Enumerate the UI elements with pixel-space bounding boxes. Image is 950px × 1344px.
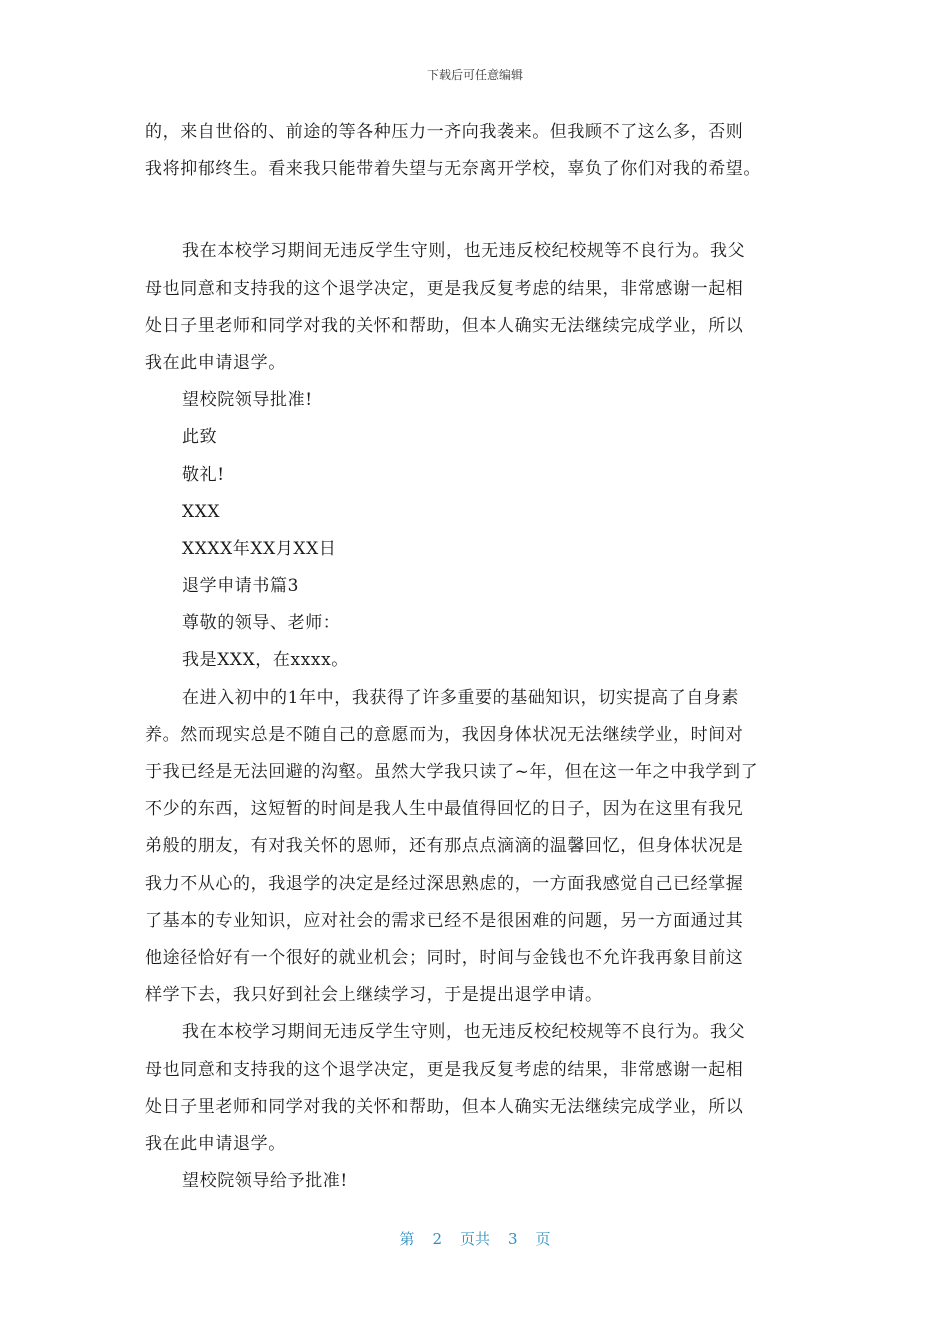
document-body: [145, 114, 810, 1200]
body-line: 不少的东西，这短暂的时间是我人生中最值得回忆的日子，因为在这里有我兄: [145, 799, 744, 820]
body-line: 了基本的专业知识，应对社会的需求已经不是很困难的问题，另一方面通过其: [145, 910, 744, 931]
signature-name: XXX: [182, 501, 221, 522]
body-line: 养。然而现实总是不随自己的意愿而为，我因身体状况无法继续学业，时间对: [145, 724, 744, 745]
body-line: 的，来自世俗的、前途的等各种压力一齐向我袭来。但我顾不了这么多，否则: [145, 122, 744, 142]
current-page-number: 2: [432, 1230, 442, 1248]
section-title: 退学申请书篇3: [182, 576, 300, 597]
signature-date: XXXX年XX月XX日: [182, 538, 337, 559]
page-header: 下载后可任意编辑: [426, 68, 523, 82]
page-number-footer: [0, 1228, 950, 1250]
body-line: 我是XXX，在xxxx。: [182, 650, 349, 671]
body-line: 样学下去，我只好到社会上继续学习，于是提出退学申请。: [145, 985, 603, 1006]
body-line: 母也同意和支持我的这个退学决定，更是我反复考虑的结果，非常感谢一起相: [145, 1059, 744, 1080]
page-label-prefix: 第: [399, 1230, 415, 1248]
body-line: 望校院领导批准!: [182, 390, 313, 411]
body-line: 在进入初中的1年中，我获得了许多重要的基础知识，切实提高了自身素: [182, 687, 740, 708]
body-line: 母也同意和支持我的这个退学决定，更是我反复考虑的结果，非常感谢一起相: [145, 278, 744, 299]
body-line: 望校院领导给予批准!: [182, 1171, 348, 1192]
body-line: 于我已经是无法回避的沟壑。虽然大学我只读了~年，但在这一年之中我学到了: [145, 762, 759, 782]
body-line: 处日子里老师和同学对我的关怀和帮助，但本人确实无法继续完成学业，所以: [145, 315, 744, 336]
body-line: 我在本校学习期间无违反学生守则，也无违反校纪校规等不良行为。我父: [182, 1022, 746, 1043]
page-label-middle: 页共: [459, 1230, 490, 1248]
body-line: 我在此申请退学。: [145, 1133, 286, 1154]
salutation: 尊敬的领导、老师：: [182, 613, 341, 634]
paragraph-gap: [145, 188, 810, 233]
body-line: 他途径恰好有一个很好的就业机会；同时，时间与金钱也不允许我再象目前这: [145, 947, 744, 968]
body-line: 处日子里老师和同学对我的关怀和帮助，但本人确实无法继续完成学业，所以: [145, 1096, 744, 1117]
total-pages-number: 3: [508, 1230, 518, 1248]
body-line: 我在此申请退学。: [145, 352, 286, 373]
body-line: 我在本校学习期间无违反学生守则，也无违反校纪校规等不良行为。我父: [182, 241, 746, 262]
body-line: 我力不从心的，我退学的决定是经过深思熟虑的，一方面我感觉自己已经掌握: [145, 873, 744, 894]
body-line: 我将抑郁终生。看来我只能带着失望与无奈离开学校，辜负了你们对我的希望。: [145, 159, 761, 180]
body-line: 敬礼!: [182, 464, 225, 485]
page-label-suffix: 页: [535, 1230, 551, 1248]
body-line: 此致: [182, 427, 218, 448]
body-line: 弟般的朋友，有对我关怀的恩师，还有那点点滴滴的温馨回忆，但身体状况是: [145, 836, 744, 857]
